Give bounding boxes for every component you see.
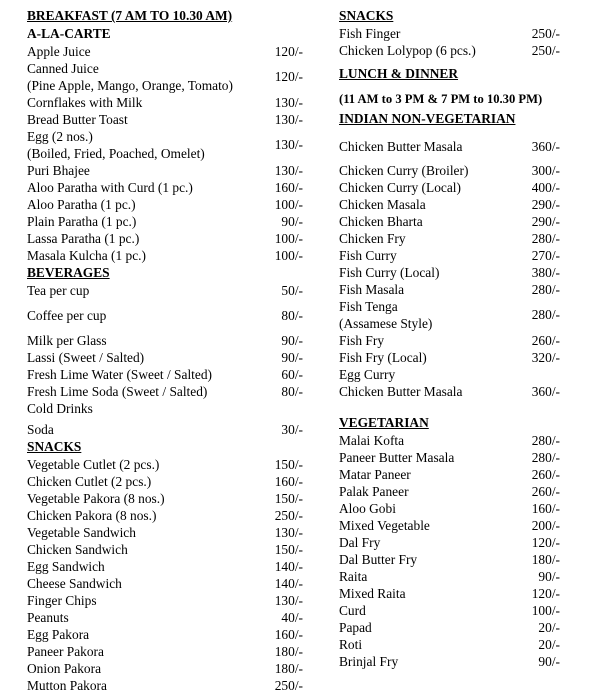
menu-item [27,282,303,299]
item-name: Paneer Pakora [27,644,104,659]
item-name: Brinjal Fry [339,654,399,669]
item-price: 180/- [274,644,303,659]
item-price: 130/- [274,137,303,152]
menu-item [27,507,303,524]
item-name: Bread Butter Toast [27,112,128,127]
item-name: Vegetable Cutlet (2 pcs.) [27,457,160,472]
item-price: 180/- [274,661,303,676]
menu-item [27,473,303,490]
item-price: 140/- [274,559,303,574]
item-name: Fish Curry [339,248,397,263]
item-price: 100/- [531,603,560,618]
item-name: Dal Fry [339,535,381,550]
item-name: Roti [339,637,363,652]
menu-item [27,94,303,111]
breakfast-heading: BREAKFAST (7 AM TO 10.30 AM) [27,8,233,23]
item-price: 90/- [538,569,560,584]
item-name: Fresh Lime Water (Sweet / Salted) [27,367,212,382]
menu-item [339,42,560,59]
item-name: Fresh Lime Soda (Sweet / Salted) [27,384,208,399]
item-name: Palak Paneer [339,484,409,499]
item-price: 380/- [531,265,560,280]
item-name: Peanuts [27,610,69,625]
menu-item [27,575,303,592]
item-name: Chicken Sandwich [27,542,128,557]
item-name: Mixed Vegetable [339,518,430,533]
menu-item [27,349,303,366]
item-price: 120/- [274,44,303,59]
vegetarian-heading: VEGETARIAN [339,415,429,430]
menu-column-right [339,7,560,670]
item-name: Cold Drinks [27,401,93,416]
item-name: Fish Masala [339,282,405,297]
item-name: Paneer Butter Masala [339,450,455,465]
item-name: Raita [339,569,368,584]
item-name: Fish Finger [339,26,401,41]
item-price: 90/- [281,214,303,229]
item-name: Cornflakes with Milk [27,95,143,110]
item-name: Chicken Lolypop (6 pcs.) [339,43,476,58]
menu-item [27,332,303,349]
item-name: Curd [339,603,366,618]
item-price: 250/- [531,43,560,58]
item-name: Chicken Curry (Broiler) [339,163,469,178]
item-name: Papad [339,620,372,635]
menu-item [27,366,303,383]
item-price: 280/- [531,231,560,246]
menu-item [339,585,560,602]
item-price: 130/- [274,163,303,178]
menu-item [27,247,303,264]
menu-item [27,541,303,558]
menu-item [27,128,303,162]
snacks-heading: SNACKS [339,8,394,23]
item-price: 120/- [531,535,560,550]
menu-item [339,602,560,619]
item-price: 290/- [531,197,560,212]
item-name: Coffee per cup [27,308,107,323]
item-price: 40/- [281,610,303,625]
menu-item [27,524,303,541]
item-price: 120/- [531,586,560,601]
menu-item [339,568,560,585]
menu-item [339,298,560,332]
item-name: Lassa Paratha (1 pc.) [27,231,140,246]
item-name: Egg Curry [339,367,396,382]
menu-item [339,517,560,534]
item-price: 20/- [538,620,560,635]
lunch-dinner-heading: LUNCH & DINNER [339,66,459,81]
lunch-dinner-hours: (11 AM to 3 PM & 7 PM to 10.30 PM) [339,92,543,106]
item-price: 180/- [531,552,560,567]
item-name: Vegetable Pakora (8 nos.) [27,491,165,506]
item-price: 140/- [274,576,303,591]
item-price: 100/- [274,248,303,263]
snacks-heading: SNACKS [27,439,82,454]
item-price: 160/- [274,474,303,489]
item-price: 260/- [531,484,560,499]
item-name: Chicken Pakora (8 nos.) [27,508,157,523]
item-name: Mutton Pakora [27,678,107,693]
item-name: Aloo Paratha with Curd (1 pc.) [27,180,193,195]
menu-item [339,619,560,636]
item-price: 100/- [274,231,303,246]
item-price: 90/- [281,333,303,348]
menu-item [339,25,560,42]
menu-item [27,111,303,128]
item-price: 300/- [531,163,560,178]
item-price: 320/- [531,350,560,365]
item-name: Aloo Paratha (1 pc.) [27,197,136,212]
item-price: 130/- [274,525,303,540]
item-price: 360/- [531,384,560,399]
menu-item [339,332,560,349]
menu-item [27,230,303,247]
item-name: Masala Kulcha (1 pc.) [27,248,146,263]
menu-item [27,643,303,660]
menu-item [339,366,560,383]
item-price: 120/- [274,69,303,84]
menu-item [27,196,303,213]
item-price: 150/- [274,542,303,557]
menu-item [27,213,303,230]
item-name: Plain Paratha (1 pc.) [27,214,137,229]
item-name: Soda [27,422,54,437]
item-price: 250/- [274,508,303,523]
item-name: Canned Juice (Pine Apple, Mango, Orange, Tomato) [27,61,233,93]
item-price: 160/- [531,501,560,516]
item-name: Egg Pakora [27,627,90,642]
item-name: Lassi (Sweet / Salted) [27,350,145,365]
item-price: 280/- [531,450,560,465]
item-price: 30/- [281,422,303,437]
item-price: 150/- [274,457,303,472]
nonveg-heading: INDIAN NON-VEGETARIAN [339,111,516,126]
menu-item [27,162,303,179]
item-name: Fish Tenga (Assamese Style) [339,299,433,331]
item-name: Apple Juice [27,44,91,59]
menu-item [339,349,560,366]
item-price: 130/- [274,95,303,110]
item-name: Mixed Raita [339,586,406,601]
menu-item [339,449,560,466]
item-name: Fish Fry [339,333,385,348]
item-name: Chicken Fry [339,231,406,246]
item-price: 280/- [531,282,560,297]
menu-item [27,456,303,473]
menu-item [339,432,560,449]
item-name: Fish Curry (Local) [339,265,440,280]
item-price: 80/- [281,308,303,323]
item-name: Chicken Butter Masala [339,139,463,154]
menu-item [339,551,560,568]
menu-item [27,609,303,626]
menu-item [339,138,560,155]
item-price: 50/- [281,283,303,298]
item-name: Chicken Masala [339,197,426,212]
item-price: 160/- [274,180,303,195]
menu-item [339,534,560,551]
item-name: Matar Paneer [339,467,411,482]
item-price: 360/- [531,139,560,154]
menu-item [27,307,303,324]
item-name: Dal Butter Fry [339,552,418,567]
menu-item [339,213,560,230]
item-name: Aloo Gobi [339,501,396,516]
item-price: 250/- [274,678,303,693]
item-price: 100/- [274,197,303,212]
item-price: 130/- [274,593,303,608]
menu-item [339,466,560,483]
menu-item [27,421,303,438]
item-name: Cheese Sandwich [27,576,122,591]
item-price: 250/- [531,26,560,41]
item-name: Onion Pakora [27,661,102,676]
menu-item [339,383,560,400]
menu-item [27,558,303,575]
item-price: 60/- [281,367,303,382]
item-price: 80/- [281,384,303,399]
item-name: Tea per cup [27,283,90,298]
menu-item [339,264,560,281]
item-price: 20/- [538,637,560,652]
menu-item [27,677,303,694]
item-name: Finger Chips [27,593,97,608]
item-name: Chicken Cutlet (2 pcs.) [27,474,152,489]
menu-item [339,179,560,196]
item-name: Puri Bhajee [27,163,90,178]
item-price: 130/- [274,112,303,127]
item-name: Malai Kofta [339,433,405,448]
item-price: 280/- [531,433,560,448]
menu-item [27,60,303,94]
alacarte-heading: A-LA-CARTE [27,26,111,41]
menu-item [27,660,303,677]
beverages-heading: BEVERAGES [27,265,110,280]
item-price: 150/- [274,491,303,506]
menu-item [339,196,560,213]
item-name: Chicken Curry (Local) [339,180,461,195]
item-name: Chicken Butter Masala [339,384,463,399]
item-name: Vegetable Sandwich [27,525,136,540]
menu-column-left [27,7,303,694]
item-price: 260/- [531,467,560,482]
menu-item [339,636,560,653]
item-name: Chicken Bharta [339,214,423,229]
menu-item [27,383,303,400]
item-price: 290/- [531,214,560,229]
menu-item [339,281,560,298]
item-price: 90/- [538,654,560,669]
menu-item [27,626,303,643]
menu-item [339,500,560,517]
item-price: 90/- [281,350,303,365]
menu-item [27,592,303,609]
item-name: Milk per Glass [27,333,107,348]
item-price: 280/- [531,307,560,322]
item-price: 160/- [274,627,303,642]
item-name: Egg Sandwich [27,559,105,574]
item-name: Fish Fry (Local) [339,350,427,365]
item-name: Egg (2 nos.) (Boiled, Fried, Poached, Omelet) [27,129,205,161]
item-price: 400/- [531,180,560,195]
menu-item [339,230,560,247]
item-price: 270/- [531,248,560,263]
item-price: 260/- [531,333,560,348]
menu-item [339,483,560,500]
item-price: 200/- [531,518,560,533]
menu-item [339,162,560,179]
menu-item [27,179,303,196]
menu-item [27,43,303,60]
menu-item [339,653,560,670]
menu-item [27,400,303,417]
menu-item [27,490,303,507]
menu-item [339,247,560,264]
